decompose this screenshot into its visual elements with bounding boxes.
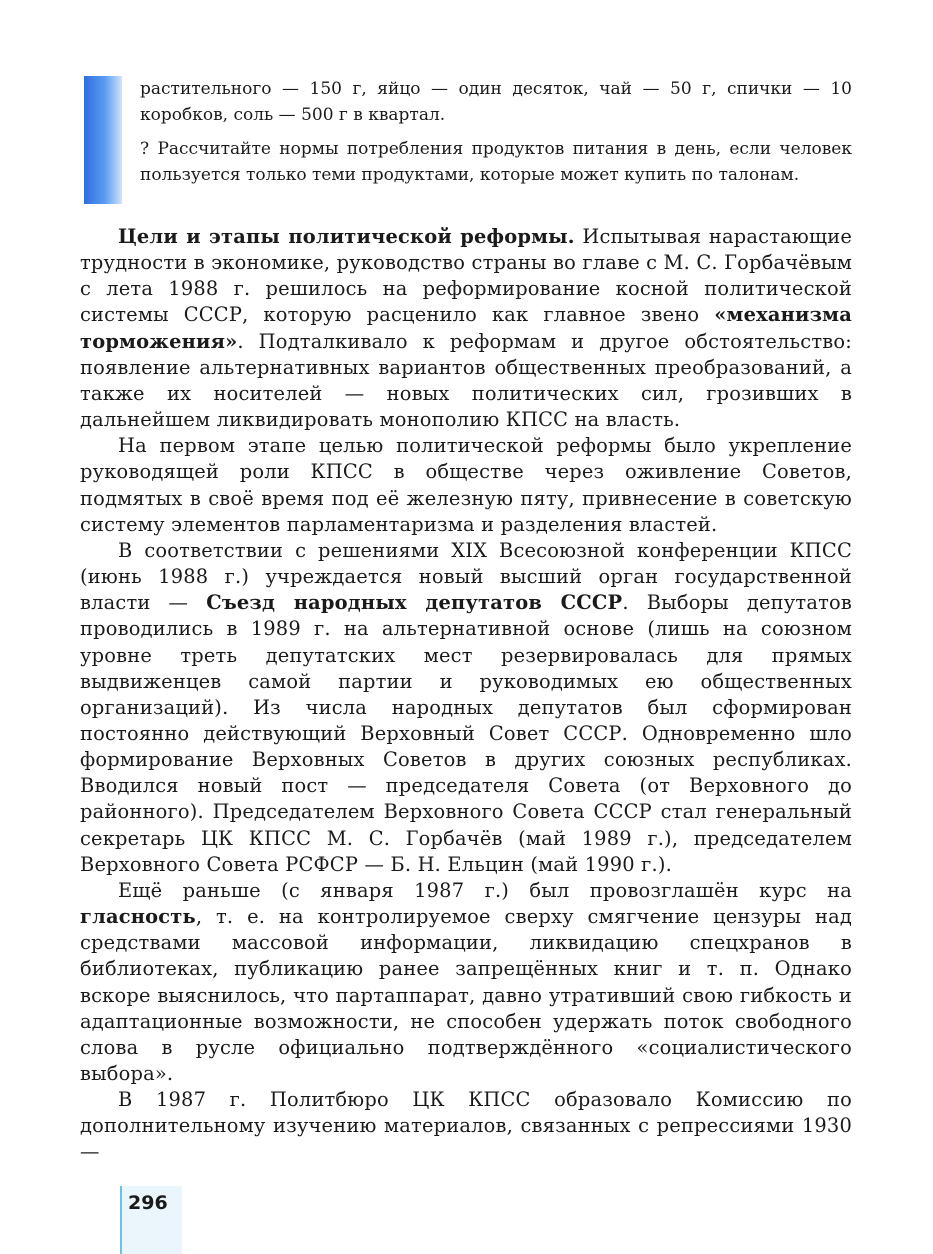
info-box xyxy=(140,76,852,196)
paragraph-congress xyxy=(80,538,852,878)
paragraph-text: . Подталкивало к реформам и другое обстоятельство: появление альтернативных вариантов общественных преобразований, а также их носителей — новых политических сил, грозивших в дальнейшем ликвидировать монополию КПСС на власть. xyxy=(80,329,852,432)
section-heading: Цели и этапы политической реформы. xyxy=(118,225,575,248)
bold-term: «механизма торможения» xyxy=(80,303,852,353)
paragraph-text: , т. е. на контролируемое сверху смягчение цензуры над средствами массовой информации, ликвидацию спецхранов в библиотеках, публикацию ранее запрещённых книг и т. п. Однако вскоре выяснилось, что партаппарат, давно утративший свою гибкость и адаптационные возможности, не способен удержать поток свободного слова в русле официально подтверждённого «социалистического выбора». xyxy=(80,905,852,1085)
paragraph-commission: В 1987 г. Политбюро ЦК КПСС образовало Комиссию по дополнительному изучению материалов, связанных с репрессиями 1930— xyxy=(80,1088,852,1164)
bold-term: гласность xyxy=(80,905,196,929)
paragraph-glasnost xyxy=(80,878,852,1087)
info-box-text: растительного — 150 г, яйцо — один десяток, чай — 50 г, спички — 10 коробков, соль — 500 г в квартал. xyxy=(140,79,852,125)
main-text xyxy=(80,224,852,1166)
paragraph-text: . Выборы депутатов проводились в 1989 г. на альтернативной основе (лишь на союзном уровне треть депутатских мест резервировалась для прямых выдвиженцев самой партии и руководимых ею общественных организаций). Из числа народных депутатов был сформирован постоянно действующий Верховный Совет СССР. Одновременно шло формирование Верховных Советов в других союзных республиках. Вводился новый пост — председателя Совета (от Верховного до районного). Председателем Верховного Совета СССР стал генеральный секретарь ЦК КПСС М. С. Горбачёв (май 1989 г.), председателем Верховного Совета РСФСР — Б. Н. Ельцин (май 1990 г.). xyxy=(80,591,853,876)
bold-term: Съезд народных депутатов СССР xyxy=(206,591,623,615)
paragraph-text: Испытывая нарастающие трудности в экономике, руководство страны во главе с М. С. Горбачёвым с лета 1988 г. решилось на реформирование косной политической системы СССР, которую расценило как главное звено xyxy=(80,225,853,327)
paragraph-text: В соответствии с решениями XIX Всесоюзной конференции КПСС (июнь 1988 г.) учреждается новый высший орган государственной власти — xyxy=(80,538,852,615)
info-box-question: ? Рассчитайте нормы потребления продуктов питания в день, если человек пользуется только теми продуктами, которые может купить по талонам. xyxy=(140,139,852,185)
sidebar-accent-bar xyxy=(84,76,122,204)
page-number: 296 xyxy=(128,1192,168,1214)
paragraph-first-stage: На первом этапе целью политической реформы было укрепление руководящей роли КПСС в обществе через оживление Советов, подмятых в своё время под её железную пяту, привнесение в советскую систему элементов парламентаризма и разделения властей. xyxy=(80,434,852,536)
paragraph-reform-goals xyxy=(80,224,852,433)
paragraph-text: Ещё раньше (с января 1987 г.) был провозглашён курс на xyxy=(118,878,852,902)
